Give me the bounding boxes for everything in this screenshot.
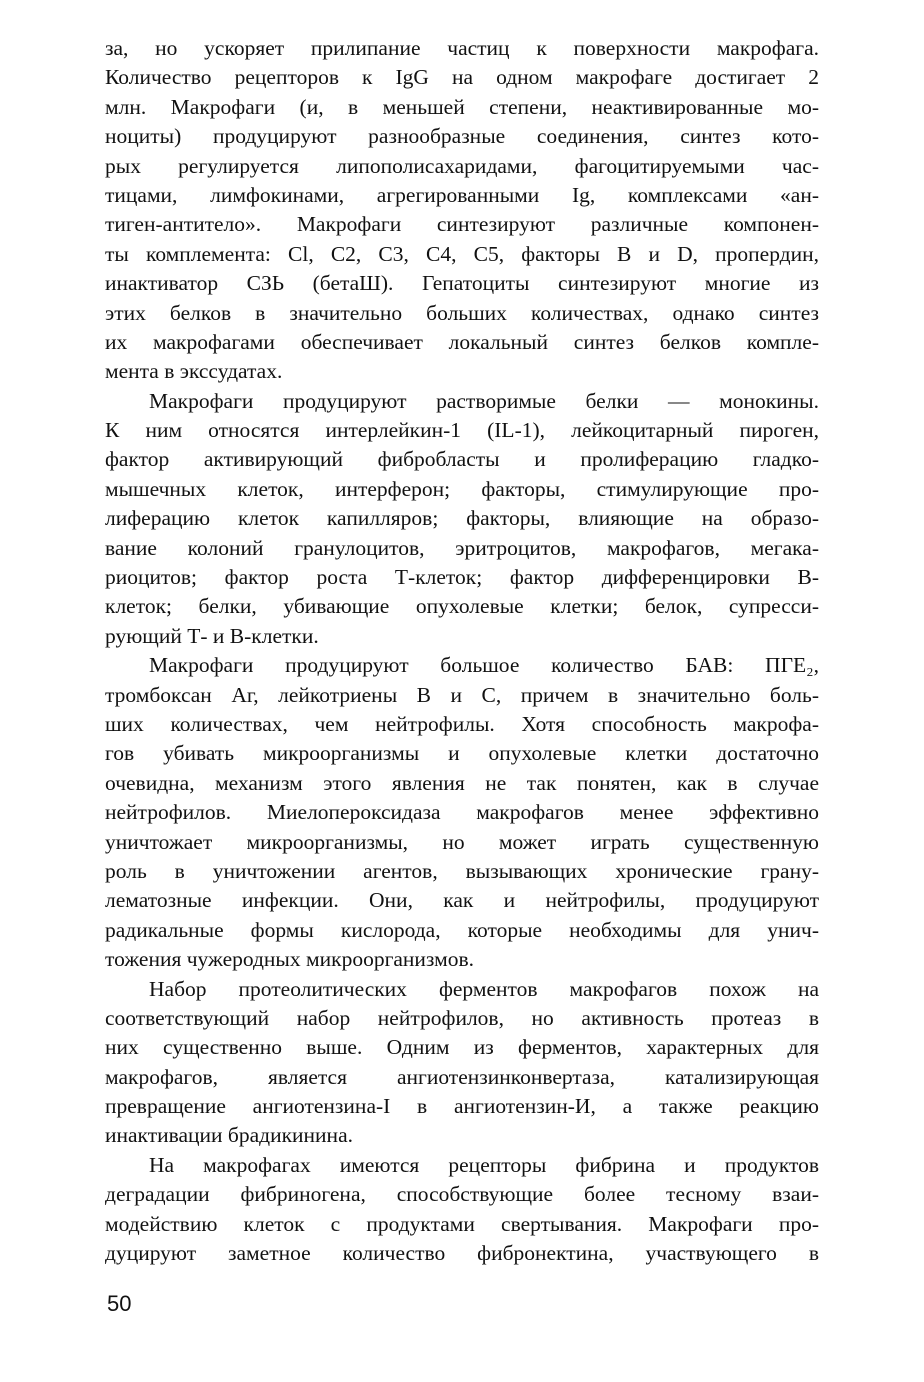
page-number: 50 <box>107 1291 132 1316</box>
text-line: Набор протеолитических ферментов макрофагов похож на <box>149 976 819 1001</box>
text-line: нейтрофилов. Миелопероксидаза макрофагов менее эффективно <box>105 800 819 825</box>
text-line: этих белков в значительно больших количествах, однако синтез <box>105 300 819 325</box>
text-line: соответствующий набор нейтрофилов, но активность протеаз в <box>105 1005 819 1030</box>
text-line: макрофагов, является ангиотензинконвертаза, катализирующая <box>105 1064 819 1089</box>
text-line: ших количествах, чем нейтрофилы. Хотя способность макрофа- <box>105 711 819 736</box>
text-line: рых регулируется липополисахаридами, фагоцитируемыми час- <box>105 153 819 178</box>
text-line: превращение ангиотензина-I в ангиотензин-И, а также реакцию <box>105 1094 819 1119</box>
text-line: К ним относятся интерлейкин-1 (IL-1), лейкоцитарный пироген, <box>105 418 819 443</box>
text-line: инактивации брадикинина. <box>105 1123 353 1148</box>
text-line: вание колоний гранулоцитов, эритроцитов, макрофагов, мегака- <box>105 535 819 560</box>
text-line: лиферацию клеток капилляров; факторы, влияющие на образо- <box>105 506 819 531</box>
text-line: клеток; белки, убивающие опухолевые клетки; белок, супресси- <box>105 594 819 619</box>
text-line: тиген-антитело». Макрофаги синтезируют различные компонен- <box>105 212 819 237</box>
text-line: мента в экссудатах. <box>105 359 283 384</box>
text-line: тожения чужеродных микроорганизмов. <box>105 947 475 972</box>
text-line: мышечных клеток, интерферон; факторы, стимулирующие про- <box>105 476 819 501</box>
text-line: фактор активирующий фибробласты и пролиферацию гладко- <box>105 447 819 472</box>
text-line: рующий Т- и В-клетки. <box>105 623 319 648</box>
text-line: Количество рецепторов к IgG на одном макрофаге достигает 2 <box>105 65 819 90</box>
paragraph-fibrin-receptors <box>105 1151 819 1269</box>
text-line: гов убивать микроорганизмы и опухолевые клетки достаточно <box>105 741 819 766</box>
text-line: уничтожает микроорганизмы, но может играть существенную <box>105 829 819 854</box>
text-line: за, но ускоряет прилипание частиц к поверхности макрофага. <box>105 36 819 60</box>
text-line: тицами, лимфокинами, агрегированными Ig, комплексами «ан- <box>105 182 819 207</box>
text-line: тромбоксан Аг, лейкотриены В и С, причем в значительно боль- <box>105 682 819 707</box>
paragraph-monokines <box>105 387 819 652</box>
text-line: ноциты) продуцируют разнообразные соединения, синтез кото- <box>105 124 819 149</box>
text-line: дуцируют заметное количество фибронектина, участвующего в <box>105 1241 819 1266</box>
text-line: них существенно выше. Одним из ферментов, характерных для <box>105 1035 819 1060</box>
text-line: модействию клеток с продуктами свертывания. Макрофаги про- <box>105 1211 819 1236</box>
text-line: Макрофаги продуцируют растворимые белки — монокины. <box>149 388 819 413</box>
text-line: На макрофагах имеются рецепторы фибрина и продуктов <box>149 1152 819 1177</box>
text-line: млн. Макрофаги (и, в меньшей степени, неактивированные мо- <box>105 94 819 119</box>
text-line: Макрофаги продуцируют большое количество БАВ: ПГЕ₂, <box>149 653 819 678</box>
paragraph-proteolytic-enzymes <box>105 975 819 1151</box>
paragraph-continuation <box>105 34 819 387</box>
text-line: радикальные формы кислорода, которые необходимы для унич- <box>105 917 819 942</box>
text-line: лематозные инфекции. Они, как и нейтрофилы, продуцируют <box>105 888 819 913</box>
text-line: очевидна, механизм этого явления не так понятен, как в случае <box>105 770 819 795</box>
text-line: их макрофагами обеспечивает локальный синтез белков компле- <box>105 329 819 354</box>
text-line: деградации фибриногена, способствующие более тесному взаи- <box>105 1182 819 1207</box>
text-line: инактиватор СЗЬ (бетаШ). Гепатоциты синтезируют многие из <box>105 271 819 296</box>
page-body <box>105 34 819 1268</box>
text-line: ты комплемента: Cl, C2, C3, C4, C5, факторы В и D, пропердин, <box>105 241 819 266</box>
text-line: роль в уничтожении агентов, вызывающих хронические грану- <box>105 858 819 883</box>
text-line: риоцитов; фактор роста Т-клеток; фактор дифференцировки В- <box>105 565 819 590</box>
paragraph-bav <box>105 651 819 974</box>
